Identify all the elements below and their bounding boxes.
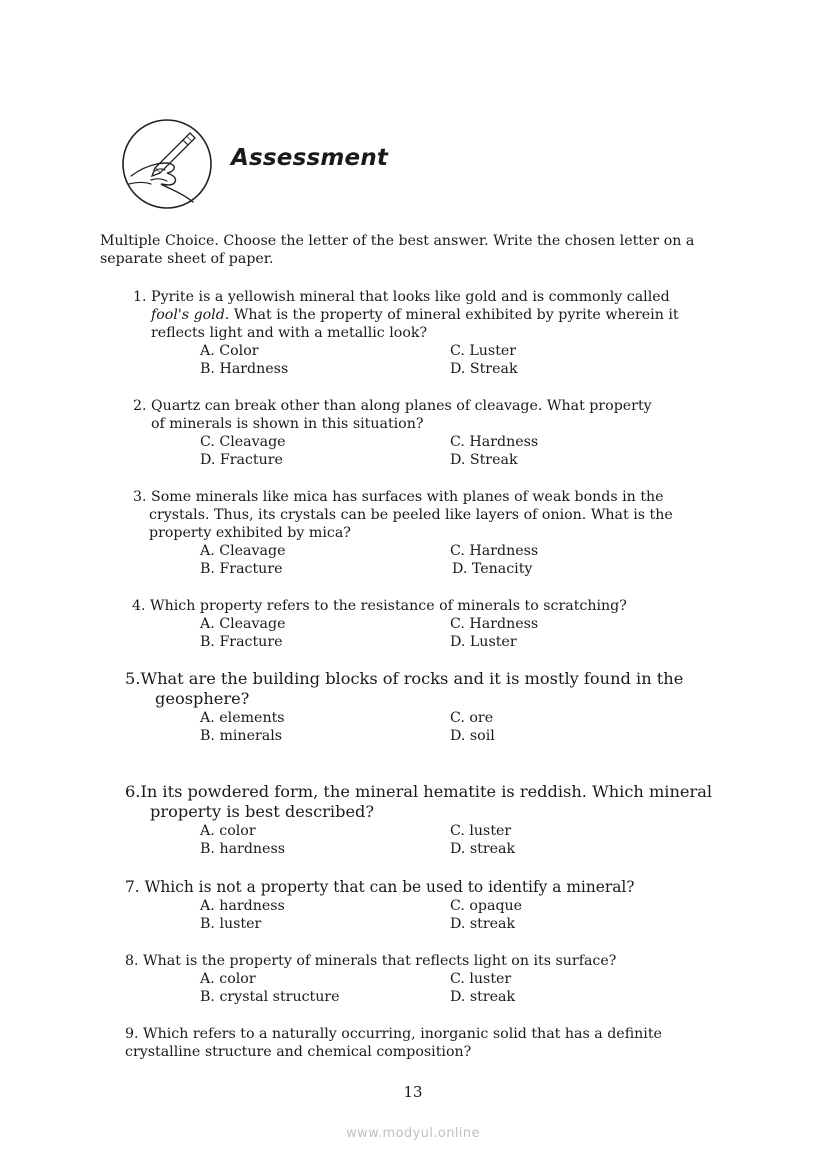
answer-option: C. Hardness [450,543,539,559]
answer-option: A. color [200,971,256,987]
answer-option: D. Streak [450,452,518,468]
answer-option: A. Color [200,343,259,359]
question-text: 1. Pyrite is a yellowish mineral that looks like gold and is commonly called [133,289,670,305]
answer-option: D. Luster [450,634,517,650]
question-text: 9. Which refers to a naturally occurring, inorganic solid that has a definite [125,1026,662,1042]
question-text: crystalline structure and chemical composition? [125,1044,472,1060]
question-text: 8. What is the property of minerals that reflects light on its surface? [125,953,617,969]
question-text: 7. Which is not a property that can be used to identify a mineral? [125,878,635,896]
answer-option: C. luster [450,823,512,839]
answer-option: B. Fracture [200,634,283,650]
answer-option: D. streak [450,916,516,932]
answer-option: B. luster [200,916,262,932]
answer-option: C. luster [450,971,512,987]
page-title: Assessment [231,145,389,171]
answer-option: D. Tenacity [452,561,533,577]
answer-option: C. Hardness [450,616,539,632]
answer-option: B. hardness [200,841,286,857]
answer-option: D. Fracture [200,452,283,468]
watermark: www.modyul.online [346,1126,480,1141]
answer-option: B. Fracture [200,561,283,577]
answer-option: D. soil [450,728,495,744]
question-text: geosphere? [155,689,250,708]
answer-option: C. opaque [450,898,523,914]
answer-option: B. Hardness [200,361,289,377]
answer-option: A. Cleavage [200,543,286,559]
question-text: 6.In its powdered form, the mineral hematite is reddish. Which mineral [125,782,713,801]
answer-option: C. ore [450,710,494,726]
instructions: Multiple Choice. Choose the letter of the best answer. Write the chosen letter on a separate sheet of paper. [100,233,695,267]
answer-option: D. streak [450,841,516,857]
answer-option: A. hardness [200,898,285,914]
question-text-rest: What is the property of mineral exhibited by pyrite wherein it [229,307,679,323]
page-number: 13 [403,1083,423,1101]
question-text [151,306,679,324]
question-text: 5.What are the building blocks of rocks and it is mostly found in the [125,669,684,688]
question-text: 2. Quartz can break other than along planes of cleavage. What property [133,398,652,414]
question-emphasis: fool's gold. [151,307,230,323]
question-text: reflects light and with a metallic look? [151,325,428,341]
question-text: of minerals is shown in this situation? [151,416,424,432]
hand-writing-pencil-icon [121,118,213,210]
answer-option: C. Cleavage [200,434,286,450]
answer-option: A. Cleavage [200,616,286,632]
question-text: property exhibited by mica? [149,525,351,541]
answer-option: B. crystal structure [200,989,340,1005]
answer-option: D. streak [450,989,516,1005]
answer-option: A. elements [200,710,285,726]
answer-option: D. Streak [450,361,518,377]
answer-option: A. color [200,823,256,839]
answer-option: B. minerals [200,728,283,744]
question-text: 3. Some minerals like mica has surfaces with planes of weak bonds in the [133,489,664,505]
question-text: 4. Which property refers to the resistance of minerals to scratching? [132,598,627,614]
question-text: property is best described? [150,802,375,821]
answer-option: C. Luster [450,343,517,359]
answer-option: C. Hardness [450,434,539,450]
question-text: crystals. Thus, its crystals can be peeled like layers of onion. What is the [149,507,673,523]
